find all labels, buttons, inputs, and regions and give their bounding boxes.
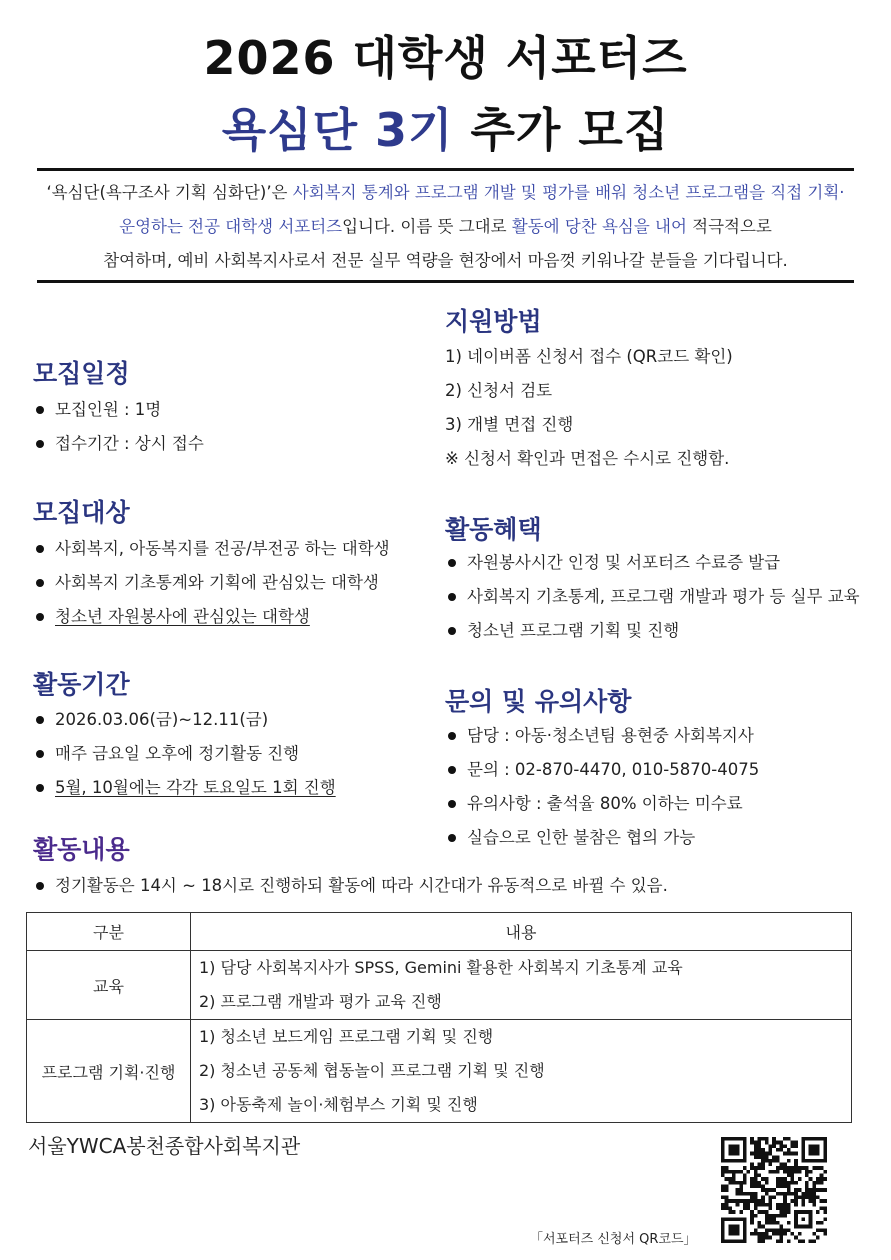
list-item-text: 청소년 자원봉사에 관심있는 대학생 — [55, 607, 310, 626]
list-item — [33, 600, 390, 634]
list-item: 청소년 프로그램 기획 및 진행 — [445, 614, 860, 648]
qr-code-icon[interactable] — [721, 1137, 827, 1243]
intro-text: 참여하며, 예비 사회복지사로서 전문 실무 역량을 현장에서 마음껏 키워나갈 분들을 기다립니다. — [103, 251, 788, 270]
list-item: 모집인원 : 1명 — [33, 393, 204, 427]
section-title-benefits: 활동혜택 — [445, 515, 542, 544]
intro-paragraph — [37, 176, 854, 278]
section-title-contact: 문의 및 유의사항 — [445, 687, 632, 716]
content-note — [33, 869, 668, 903]
table-content — [191, 1020, 852, 1123]
list-item-text: 5월, 10월에는 각각 토요일도 1회 진행 — [55, 778, 336, 797]
table-content — [191, 951, 852, 1020]
section-title-target: 모집대상 — [33, 498, 130, 527]
title-rest: 추가 모집 — [453, 103, 670, 157]
qr-caption: 「서포터즈 신청서 QR코드」 — [530, 1232, 697, 1247]
period-list — [33, 703, 336, 805]
table-item: 1) 담당 사회복지사가 SPSS, Gemini 활용한 사회복지 기초통계 교육 — [199, 958, 683, 977]
list-item: 자원봉사시간 인정 및 서포터즈 수료증 발급 — [445, 546, 860, 580]
table-header: 내용 — [191, 913, 852, 951]
section-title-application: 지원방법 — [445, 307, 542, 336]
activity-table — [26, 912, 852, 1123]
list-item: 문의 : 02-870-4470, 010-5870-4075 — [445, 753, 759, 787]
intro-text: 입니다. 이름 뜻 그대로 — [342, 217, 512, 236]
intro-highlight: 운영하는 전공 대학생 서포터즈 — [119, 217, 343, 236]
table-item: 2) 청소년 공동체 협동놀이 프로그램 기획 및 진행 — [199, 1061, 545, 1080]
benefits-list — [445, 546, 860, 648]
list-item: 1) 네이버폼 신청서 접수 (QR코드 확인) — [445, 347, 733, 366]
contact-list — [445, 719, 759, 855]
table-header-row — [27, 913, 852, 951]
section-title-content: 활동내용 — [33, 835, 130, 864]
section-title-period: 활동기간 — [33, 670, 130, 699]
list-item: 3) 개별 면접 진행 — [445, 415, 574, 434]
schedule-list — [33, 393, 204, 461]
page-subtitle — [0, 94, 891, 160]
list-item: 정기활동은 14시 ~ 18시로 진행하되 활동에 따라 시간대가 유동적으로 바뀔 수 있음. — [33, 869, 668, 903]
list-item: 사회복지 기초통계와 기획에 관심있는 대학생 — [33, 566, 390, 600]
list-item: 2) 신청서 검토 — [445, 381, 553, 400]
intro-text: 적극적으로 — [686, 217, 772, 236]
table-header: 구분 — [27, 913, 191, 951]
table-item: 1) 청소년 보드게임 프로그램 기획 및 진행 — [199, 1027, 494, 1046]
page-title: 2026 대학생 서포터즈 — [203, 31, 688, 85]
target-list — [33, 532, 390, 634]
list-item: 유의사항 : 출석율 80% 이하는 미수료 — [445, 787, 759, 821]
table-row — [27, 1020, 852, 1123]
intro-text: ‘욕심단(욕구조사 기획 심화단)’은 — [46, 183, 293, 202]
organization-name: 서울YWCA봉천종합사회복지관 — [28, 1134, 301, 1158]
section-title-schedule: 모집일정 — [33, 359, 130, 388]
table-category: 프로그램 기획·진행 — [27, 1020, 191, 1123]
list-item: 사회복지, 아동복지를 전공/부전공 하는 대학생 — [33, 532, 390, 566]
list-item: 사회복지 기초통계, 프로그램 개발과 평가 등 실무 교육 — [445, 580, 860, 614]
title-accent: 욕심단 3기 — [221, 103, 454, 157]
list-item: ※ 신청서 확인과 면접은 수시로 진행함. — [445, 449, 730, 468]
list-item: 실습으로 인한 불참은 협의 가능 — [445, 821, 759, 855]
intro-highlight: 활동에 당찬 욕심을 내어 — [511, 217, 687, 236]
bottom-divider — [37, 280, 854, 283]
table-row — [27, 951, 852, 1020]
table-category: 교육 — [27, 951, 191, 1020]
table-item: 2) 프로그램 개발과 평가 교육 진행 — [199, 992, 442, 1011]
top-divider — [37, 168, 854, 171]
list-item: 매주 금요일 오후에 정기활동 진행 — [33, 737, 336, 771]
table-item: 3) 아동축제 놀이·체험부스 기획 및 진행 — [199, 1095, 478, 1114]
list-item — [33, 771, 336, 805]
list-item: 2026.03.06(금)~12.11(금) — [33, 703, 336, 737]
application-list — [445, 340, 733, 476]
intro-highlight: 사회복지 통계와 프로그램 개발 및 평가를 배워 청소년 프로그램을 직접 기획· — [292, 183, 845, 202]
list-item: 담당 : 아동·청소년팀 용현중 사회복지사 — [445, 719, 759, 753]
list-item: 접수기간 : 상시 접수 — [33, 427, 204, 461]
